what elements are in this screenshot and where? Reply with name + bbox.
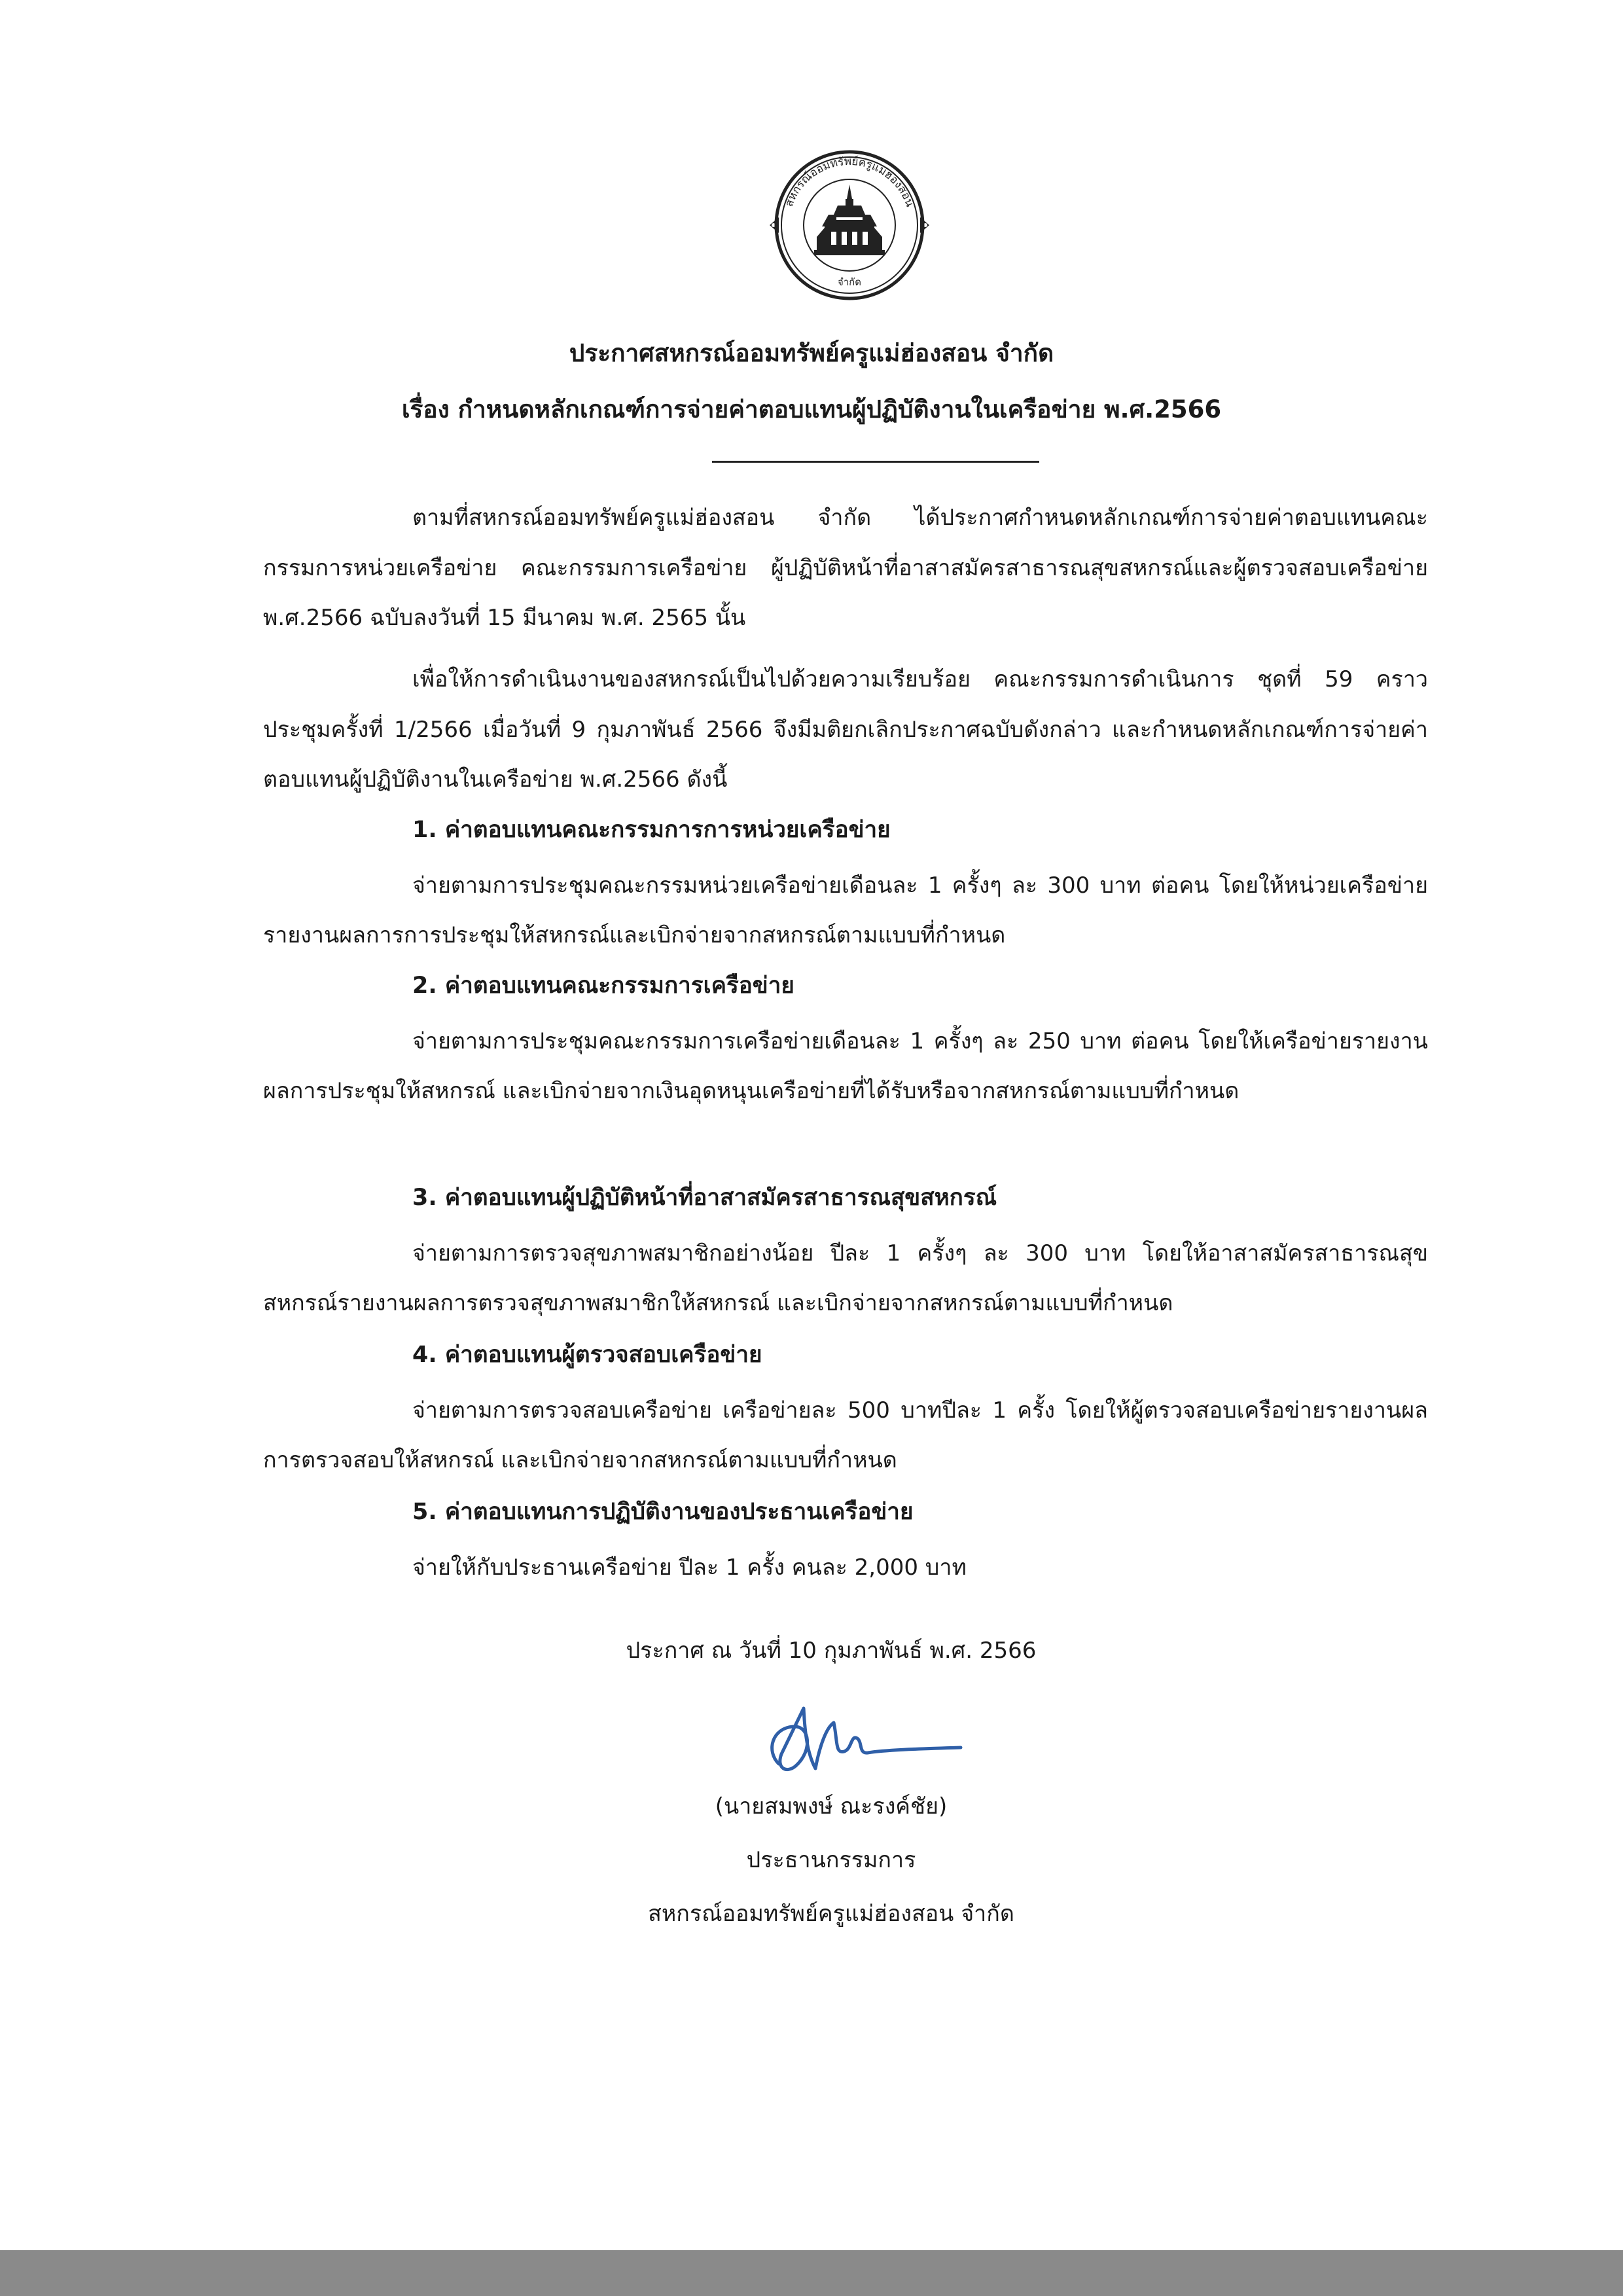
intro-paragraph: ตามที่สหกรณ์ออมทรัพย์ครูแม่ฮ่องสอน จำกัด ได้ประกาศกำหนดหลักเกณฑ์การจ่ายค่าตอบแทนคณะกรรมการหน่วยเครือข่าย คณะกรรมการเครือข่าย ผู้ปฏิบัติหน้าที่อาสาสมัครสาธารณสุขสหกรณ์และผู้ตรวจสอบเครือข่าย พ.ศ.2566 ฉบับลงวันที่ 15 มีนาคม พ.ศ. 2565 นั้น — [263, 505, 1428, 631]
clause-3-title: 3. ค่าตอบแทนผู้ปฏิบัติหน้าที่อาสาสมัครสาธารณสุขสหกรณ์ — [412, 1185, 997, 1211]
scan-bottom-edge — [0, 2250, 1623, 2296]
signer-name: (นายสมพงษ์ ณะรงค์ชัย) — [715, 1793, 948, 1820]
signer-organization: สหกรณ์ออมทรัพย์ครูแม่ฮ่องสอน จำกัด — [648, 1901, 1014, 1927]
title-divider — [712, 461, 1039, 463]
clause-4-title: 4. ค่าตอบแทนผู้ตรวจสอบเครือข่าย — [412, 1342, 762, 1368]
clause-5-text: จ่ายให้กับประธานเครือข่าย ปีละ 1 ครั้ง คนละ 2,000 บาท — [412, 1554, 967, 1581]
announcement-subject: เรื่อง กำหนดหลักเกณฑ์การจ่ายค่าตอบแทนผู้ปฏิบัติงานในเครือข่าย พ.ศ.2566 — [401, 395, 1222, 423]
seal-graphic — [764, 147, 935, 304]
clause-5-title: 5. ค่าตอบแทนการปฏิบัติงานของประธานเครือข่าย — [412, 1499, 914, 1525]
cooperative-seal-logo — [764, 147, 935, 304]
announcement-date: ประกาศ ณ วันที่ 10 กุมภาพันธ์ พ.ศ. 2566 — [626, 1638, 1037, 1664]
svg-text:สหกรณ์ออมทรัพย์ครูแม่ฮ่องสอน: สหกรณ์ออมทรัพย์ครูแม่ฮ่องสอน — [782, 154, 917, 209]
clause-4-text: จ่ายตามการตรวจสอบเครือข่าย เครือข่ายละ 500 บาทปีละ 1 ครั้ง โดยให้ผู้ตรวจสอบเครือข่ายรายงานผลการตรวจสอบให้สหกรณ์ และเบิกจ่ายจากสหกรณ์ตามแบบที่กำหนด — [263, 1397, 1428, 1473]
handwritten-signature — [753, 1689, 969, 1787]
clause-1-text: จ่ายตามการประชุมคณะกรรมหน่วยเครือข่ายเดือนละ 1 ครั้งๆ ละ 300 บาท ต่อคน โดยให้หน่วยเครือข่ายรายงานผลการการประชุมให้สหกรณ์และเบิกจ่ายจากสหกรณ์ตามแบบที่กำหนด — [263, 872, 1428, 948]
reason-paragraph: เพื่อให้การดำเนินงานของสหกรณ์เป็นไปด้วยความเรียบร้อย คณะกรรมการดำเนินการ ชุดที่ 59 คราวประชุมครั้งที่ 1/2566 เมื่อวันที่ 9 กุมภาพันธ์ 2566 จึงมีมติยกเลิกประกาศฉบับดังกล่าว และกำหนดหลักเกณฑ์การจ่ายค่าตอบแทนผู้ปฏิบัติงานในเครือข่าย พ.ศ.2566 ดังนี้ — [263, 666, 1428, 793]
announcement-title: ประกาศสหกรณ์ออมทรัพย์ครูแม่ฮ่องสอน จำกัด — [569, 339, 1054, 367]
signature-stroke — [753, 1689, 969, 1787]
signer-position: ประธานกรรมการ — [746, 1847, 916, 1873]
clause-3-text: จ่ายตามการตรวจสุขภาพสมาชิกอย่างน้อย ปีละ 1 ครั้งๆ ละ 300 บาท โดยให้อาสาสมัครสาธารณสุขสหกรณ์รายงานผลการตรวจสุขภาพสมาชิกให้สหกรณ์ และเบิกจ่ายจากสหกรณ์ตามแบบที่กำหนด — [263, 1240, 1428, 1316]
clause-2-title: 2. ค่าตอบแทนคณะกรรมการเครือข่าย — [412, 973, 794, 999]
clause-1-title: 1. ค่าตอบแทนคณะกรรมการการหน่วยเครือข่าย — [412, 817, 891, 843]
clause-2-text: จ่ายตามการประชุมคณะกรรมการเครือข่ายเดือนละ 1 ครั้งๆ ละ 250 บาท ต่อคน โดยให้เครือข่ายรายงานผลการประชุมให้สหกรณ์ และเบิกจ่ายจากเงินอุดหนุนเครือข่ายที่ได้รับหรือจากสหกรณ์ตามแบบที่กำหนด — [263, 1028, 1428, 1104]
svg-text:จำกัด: จำกัด — [837, 276, 862, 288]
